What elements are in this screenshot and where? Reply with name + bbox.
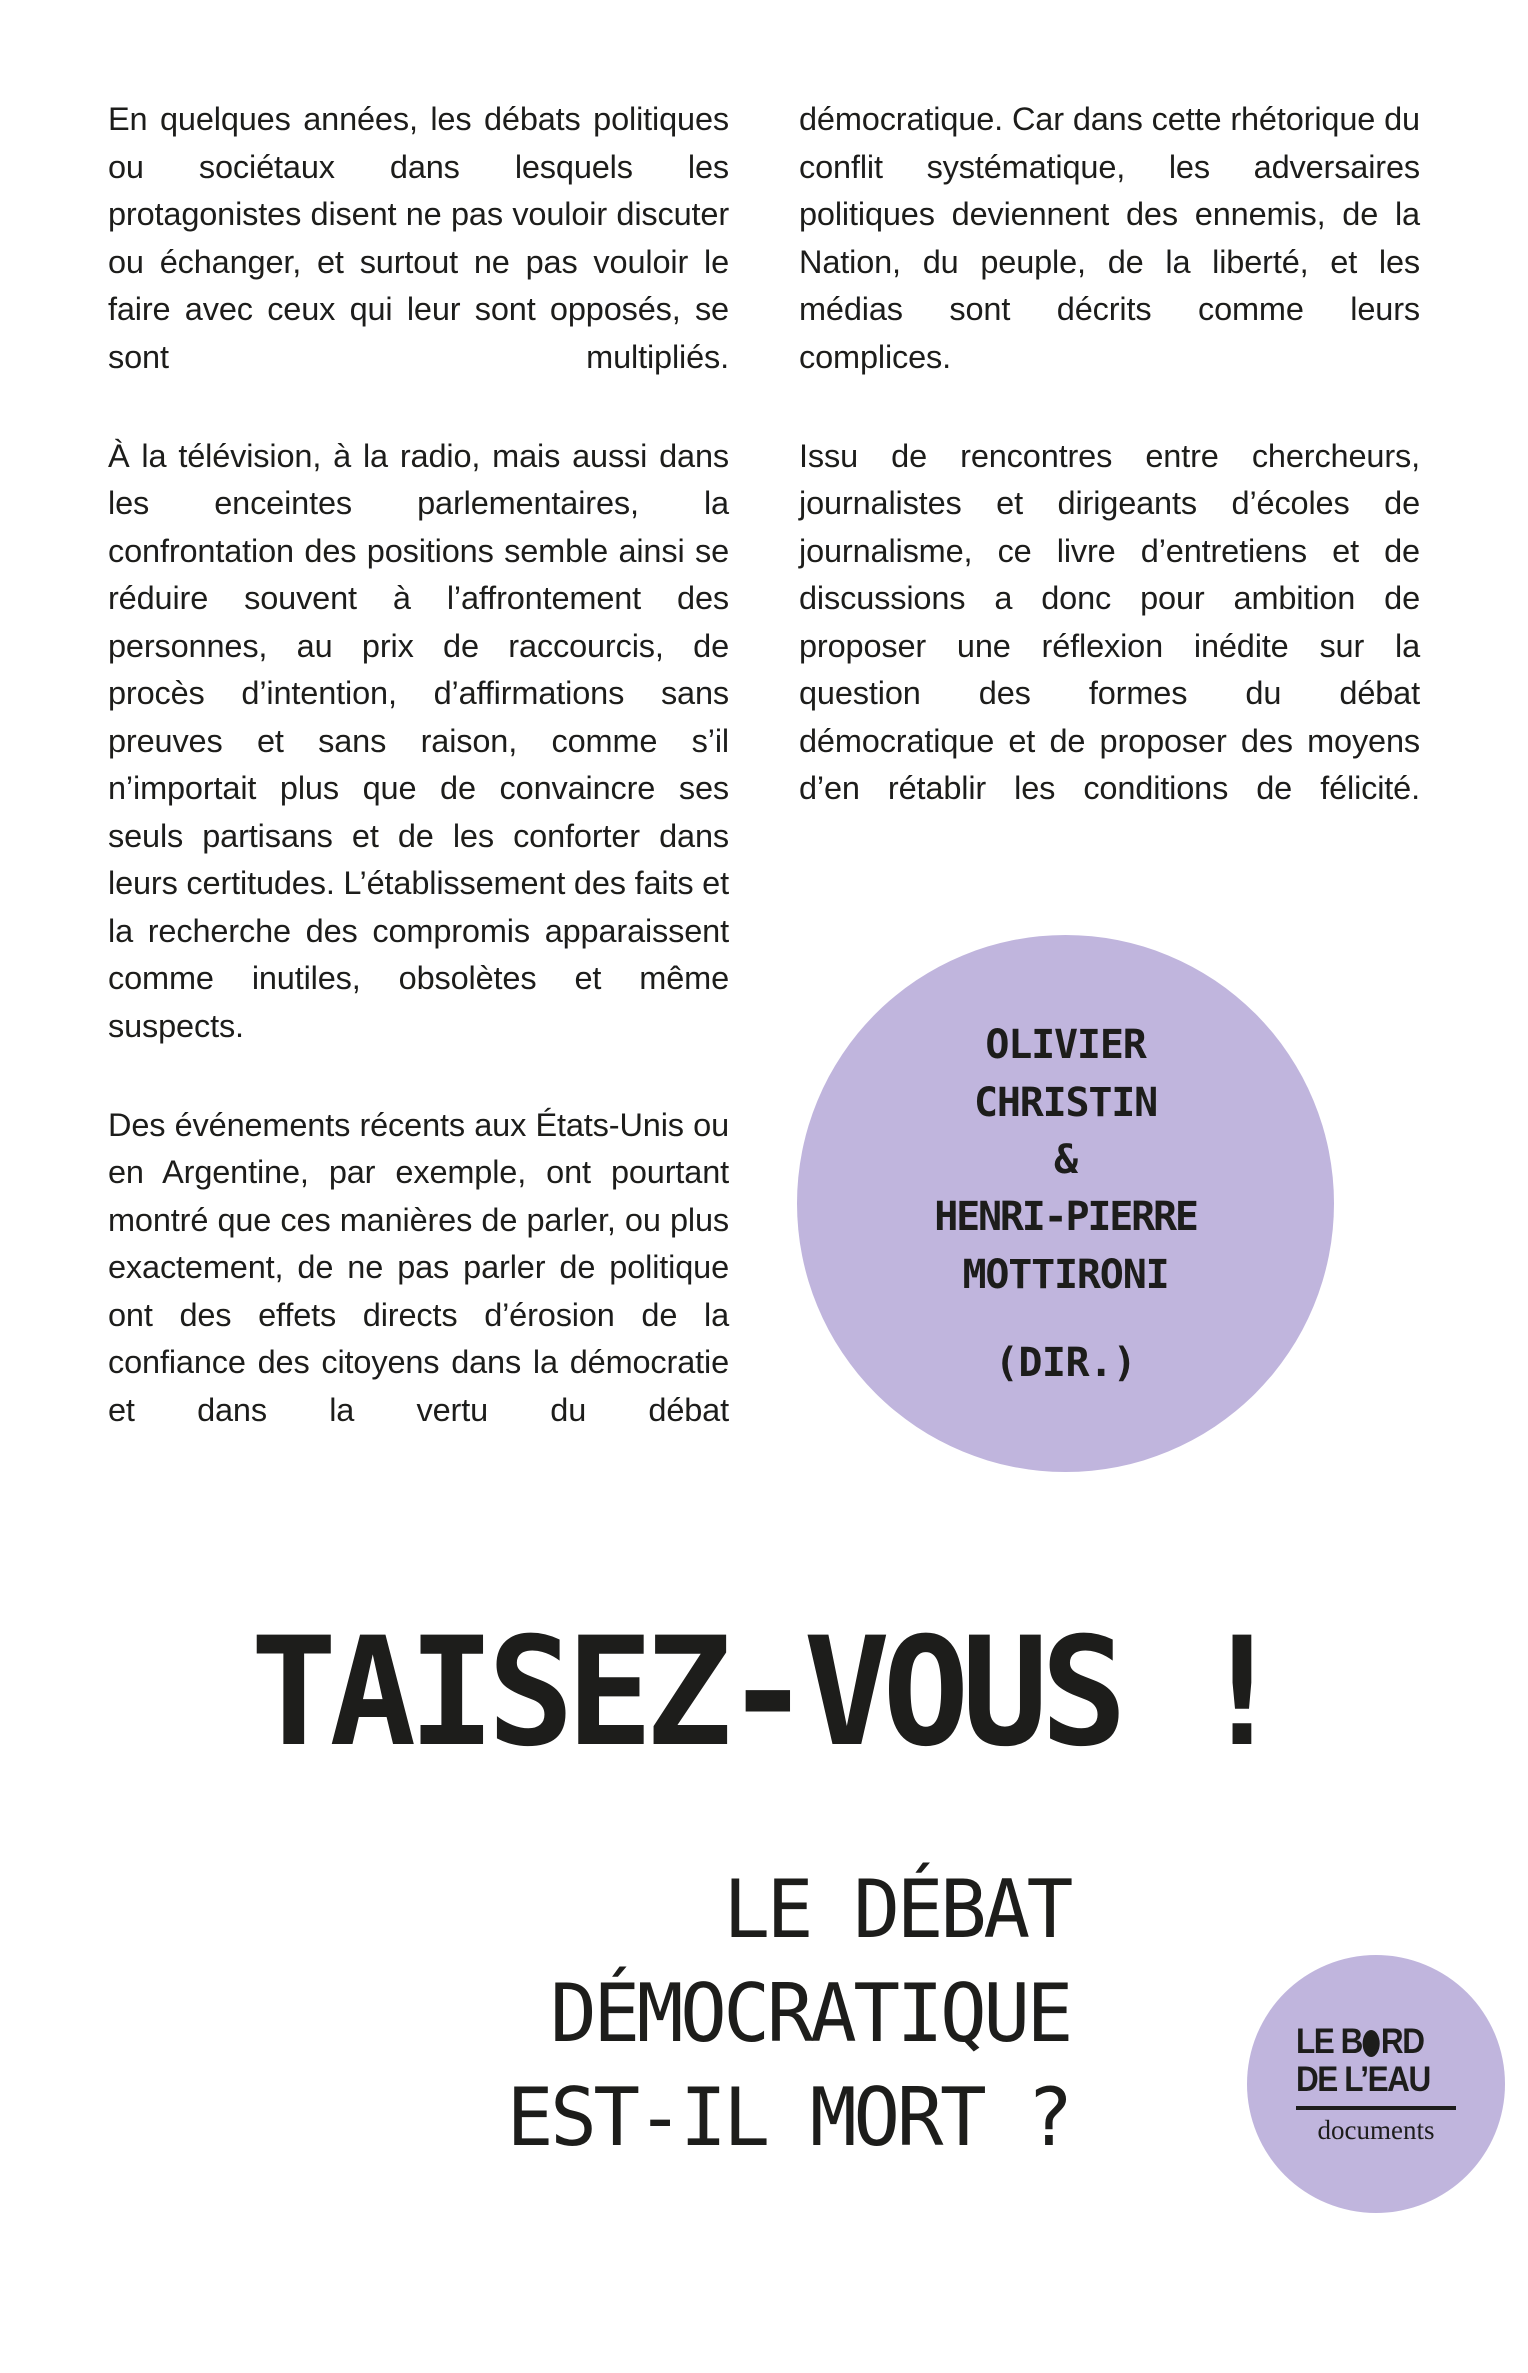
publisher-name-line-2: DE L’EAU (1296, 2060, 1430, 2099)
publisher-divider (1296, 2106, 1456, 2110)
author-name-line-2: CHRISTIN (973, 1079, 1158, 1126)
subtitle-line-3: EST-IL MORT ? (506, 2071, 1071, 2164)
publisher-name-part-before: LE B (1296, 2022, 1362, 2061)
author-name-line-5: MOTTIRONI (962, 1251, 1169, 1298)
publisher-logo-inner (1296, 2023, 1456, 2145)
blurb-paragraph: Issu de rencontres entre chercheurs, journalistes et dirigeants d’écoles de journalisme, ce livre d’entretiens et de discussions a donc pour ambition de proposer une réflexion inédite sur la question des formes du débat démocratique et de proposer des moyens d’en rétablir les conditions de félicité. (799, 437, 1420, 806)
authors-badge (797, 935, 1334, 1472)
author-name-line-4: HENRI-PIERRE (934, 1193, 1197, 1240)
filled-oval-icon (1363, 2030, 1380, 2057)
authors-ampersand: & (1054, 1136, 1077, 1183)
author-name-line-1: OLIVIER (985, 1021, 1146, 1068)
publisher-name-part-after: RD (1380, 2022, 1424, 2061)
blurb-left-column (108, 96, 729, 1526)
book-main-title: TAISEZ-VOUS ! (250, 1606, 1278, 1780)
subtitle-line-2: DÉMOCRATIQUE (550, 1967, 1070, 2060)
authors-role-dir: (DIR.) (994, 1339, 1137, 1386)
book-subtitle (32, 1858, 1070, 2170)
blurb-paragraph: En quelques années, les débats politiques ou sociétaux dans lesquels les protagonistes disent ne pas vouloir discuter ou échanger, et surtout ne pas vouloir le faire avec ceux qui leur sont opposés, se sont multipliés. (108, 101, 729, 375)
publisher-logo-badge (1247, 1955, 1505, 2213)
blurb-paragraph: À la télévision, à la radio, mais aussi dans les enceintes parlementaires, la confrontation des positions semble ainsi se réduire souvent à l’affrontement des personnes, au prix de raccourcis, de procès d’intention, d’affirmations sans preuves et sans raison, comme s’il n’importait plus que de convaincre ses seuls partisans et de les conforter dans leurs certitudes. L’établissement des faits et la recherche des compromis apparaissent comme inutiles, obsolètes et même suspects. (108, 437, 729, 1044)
blurb-paragraph: démocratique. Car dans cette rhétorique du conflit systématique, les adversaires politiques deviennent des ennemis, de la Nation, du peuple, de la liberté, et les médias sont décrits comme leurs complices. (799, 101, 1420, 375)
subtitle-line-1: LE DÉBAT (723, 1863, 1070, 1956)
publisher-name-line-1 (1296, 2023, 1440, 2061)
publisher-collection-label: documents (1317, 2115, 1435, 2145)
blurb-paragraph: Des événements récents aux États-Unis ou en Argentine, par exemple, ont pourtant montré que ces manières de parler, ou plus exactement, de ne pas parler de politique ont des effets directs d’érosion de la confiance des citoyens dans la démocratie et dans la vertu du débat (108, 1106, 729, 1428)
